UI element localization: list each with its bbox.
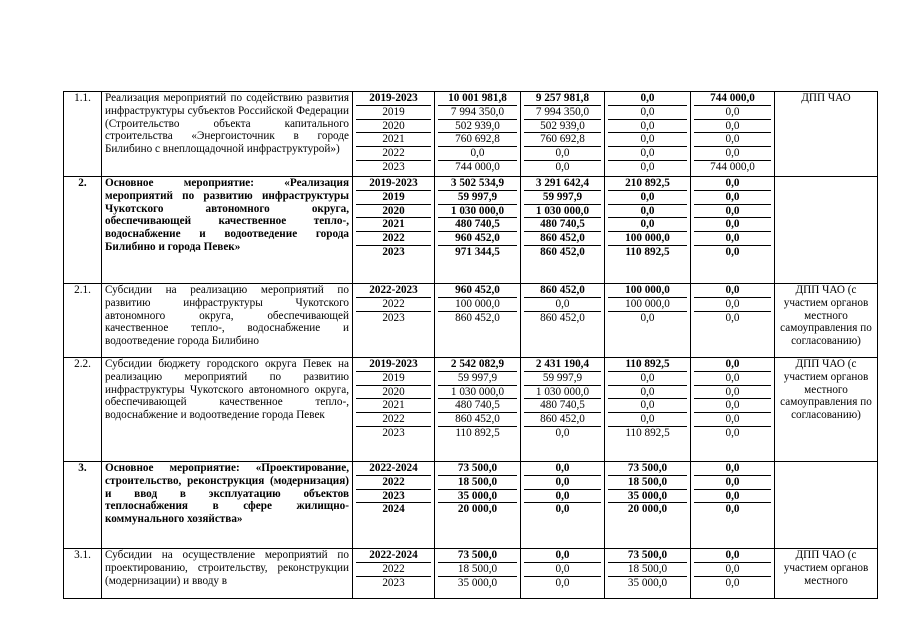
total-cell: 35 000,0: [438, 489, 517, 503]
other-cell: 0,0: [694, 489, 771, 503]
total-cell: 502 939,0: [438, 119, 517, 133]
federal-cell: 860 452,0: [524, 412, 601, 426]
total-cell: 960 452,0: [438, 231, 517, 245]
year-cell: 2021: [356, 217, 431, 231]
federal-cell: 0,0: [524, 146, 601, 160]
other-cell: 0,0: [725, 549, 740, 561]
total-cell: 73 500,0: [457, 462, 498, 474]
total-cell-group: [435, 358, 521, 462]
year-cell: 2023: [356, 576, 431, 590]
table-row: [64, 549, 878, 599]
other-cell-group: [691, 358, 775, 462]
federal-cell: 760 692,8: [524, 132, 601, 146]
regional-cell: 35 000,0: [608, 489, 687, 503]
year-cell-group: [353, 284, 435, 358]
table-body: [64, 92, 878, 599]
other-cell: 0,0: [694, 398, 771, 412]
other-cell: 744 000,0: [710, 92, 755, 104]
other-cell: 0,0: [694, 426, 771, 440]
total-cell: 860 452,0: [438, 311, 517, 325]
federal-cell: 0,0: [524, 297, 601, 311]
other-cell: 0,0: [694, 311, 771, 325]
table-row: [64, 358, 878, 462]
total-cell: 1 030 000,0: [438, 385, 517, 399]
regional-cell: 0,0: [608, 190, 687, 204]
other-cell-group: [691, 284, 775, 358]
total-cell: 860 452,0: [438, 412, 517, 426]
total-cell-group: [435, 92, 521, 177]
other-cell: 0,0: [725, 177, 740, 189]
regional-cell: 100 000,0: [608, 231, 687, 245]
other-cell: 0,0: [694, 576, 771, 590]
year-cell: 2022: [356, 562, 431, 576]
other-cell: 0,0: [694, 231, 771, 245]
regional-cell-group: [605, 284, 691, 358]
year-cell: 2022-2024: [369, 462, 418, 474]
year-cell: 2020: [356, 204, 431, 218]
other-cell: 744 000,0: [694, 160, 771, 174]
table-row: [64, 177, 878, 284]
regional-cell-group: [605, 92, 691, 177]
row-number: 3.1.: [64, 549, 102, 599]
total-cell-group: [435, 284, 521, 358]
total-cell: 971 344,5: [438, 245, 517, 259]
regional-cell: 110 892,5: [608, 426, 687, 440]
federal-cell: 860 452,0: [524, 311, 601, 325]
regional-cell: 110 892,5: [608, 245, 687, 259]
other-cell: 0,0: [694, 371, 771, 385]
year-cell: 2022-2023: [369, 284, 418, 296]
year-cell: 2020: [356, 119, 431, 133]
other-cell: 0,0: [694, 217, 771, 231]
regional-cell: 0,0: [608, 311, 687, 325]
year-cell: 2022: [356, 146, 431, 160]
other-cell: 0,0: [694, 475, 771, 489]
total-cell-group: [435, 549, 521, 599]
total-cell: 0,0: [438, 146, 517, 160]
other-cell: 0,0: [694, 245, 771, 259]
total-cell: 3 502 534,9: [450, 177, 505, 189]
funding-source: ДПП ЧАО: [775, 92, 878, 177]
regional-cell: 0,0: [608, 146, 687, 160]
year-cell: 2020: [356, 385, 431, 399]
regional-cell: 18 500,0: [608, 475, 687, 489]
program-table: [63, 91, 878, 599]
other-cell: 0,0: [694, 562, 771, 576]
total-cell: 960 452,0: [455, 284, 500, 296]
federal-cell: 0,0: [524, 562, 601, 576]
federal-cell: 502 939,0: [524, 119, 601, 133]
activity-name: Субсидии на реализацию мероприятий по развитию инфраструктуры Чукотского автономного округа, обеспечивающей качественное тепло-, водоснабжение и водоотведение города Билибино: [102, 284, 353, 358]
year-cell: 2019-2023: [369, 358, 418, 370]
federal-cell: 2 431 190,4: [535, 358, 590, 370]
federal-cell-group: [521, 358, 605, 462]
federal-cell-group: [521, 549, 605, 599]
year-cell: 2023: [356, 426, 431, 440]
total-cell: 35 000,0: [438, 576, 517, 590]
total-cell: 73 500,0: [457, 549, 498, 561]
other-cell: 0,0: [725, 462, 740, 474]
other-cell: 0,0: [694, 502, 771, 516]
other-cell-group: [691, 92, 775, 177]
total-cell: 18 500,0: [438, 562, 517, 576]
total-cell: 100 000,0: [438, 297, 517, 311]
regional-cell: 0,0: [608, 160, 687, 174]
other-cell-group: [691, 462, 775, 549]
total-cell: 59 997,9: [438, 371, 517, 385]
regional-cell-group: [605, 549, 691, 599]
federal-cell: 1 030 000,0: [524, 385, 601, 399]
other-cell: 0,0: [694, 132, 771, 146]
year-cell: 2022-2024: [369, 549, 418, 561]
regional-cell: 73 500,0: [627, 462, 668, 474]
other-cell: 0,0: [694, 412, 771, 426]
regional-cell-group: [605, 358, 691, 462]
year-cell: 2019-2023: [369, 92, 418, 104]
year-cell: 2022: [356, 412, 431, 426]
total-cell: 480 740,5: [438, 398, 517, 412]
regional-cell: 0,0: [608, 398, 687, 412]
row-number: 3.: [64, 462, 102, 549]
total-cell: 59 997,9: [438, 190, 517, 204]
year-cell: 2023: [356, 245, 431, 259]
activity-name: Субсидии на осуществление мероприятий по проектированию, строительству, реконструкции (модернизации) и вводу в: [102, 549, 353, 599]
total-cell: 760 692,8: [438, 132, 517, 146]
federal-cell: 59 997,9: [524, 190, 601, 204]
year-cell-group: [353, 462, 435, 549]
regional-cell: 100 000,0: [608, 297, 687, 311]
year-cell: 2023: [356, 489, 431, 503]
regional-cell: 0,0: [608, 385, 687, 399]
regional-cell: 0,0: [608, 412, 687, 426]
federal-cell: 3 291 642,4: [535, 177, 590, 189]
total-cell: 744 000,0: [438, 160, 517, 174]
federal-cell: 860 452,0: [524, 245, 601, 259]
federal-cell: 0,0: [555, 462, 570, 474]
year-cell: 2023: [356, 160, 431, 174]
regional-cell: 0,0: [608, 132, 687, 146]
year-cell: 2022: [356, 231, 431, 245]
federal-cell-group: [521, 462, 605, 549]
total-cell-group: [435, 462, 521, 549]
year-cell: 2022: [356, 297, 431, 311]
federal-cell: 0,0: [524, 502, 601, 516]
year-cell: 2019: [356, 105, 431, 119]
year-cell-group: [353, 358, 435, 462]
activity-name: Основное мероприятие: «Реализация мероприятий по развитию инфраструктуры Чукотского автономного округа, обеспечивающей качественное тепло-, водоснабжение и водоотведение города Билибино и города Певек»: [102, 177, 353, 284]
federal-cell: 0,0: [524, 160, 601, 174]
year-cell: 2022: [356, 475, 431, 489]
total-cell: 20 000,0: [438, 502, 517, 516]
other-cell: 0,0: [694, 146, 771, 160]
year-cell: 2021: [356, 398, 431, 412]
federal-cell: 0,0: [524, 576, 601, 590]
federal-cell: 9 257 981,8: [535, 92, 590, 104]
activity-name: Основное мероприятие: «Проектирование, строительство, реконструкция (модернизация) и ввод в эксплуатацию объектов теплоснабжения в сфере жилищно-коммунального хозяйства»: [102, 462, 353, 549]
total-cell: 480 740,5: [438, 217, 517, 231]
federal-cell: 860 452,0: [540, 284, 585, 296]
year-cell: 2019: [356, 190, 431, 204]
funding-source: ДПП ЧАО (с участием органов местного: [775, 549, 878, 599]
total-cell-group: [435, 177, 521, 284]
row-number: 2.2.: [64, 358, 102, 462]
total-cell: 10 001 981,8: [448, 92, 507, 104]
federal-cell: 480 740,5: [524, 398, 601, 412]
federal-cell-group: [521, 284, 605, 358]
regional-cell: 0,0: [608, 204, 687, 218]
other-cell: 0,0: [694, 119, 771, 133]
other-cell-group: [691, 549, 775, 599]
total-cell: 7 994 350,0: [438, 105, 517, 119]
funding-source: ДПП ЧАО (с участием органов местного самоуправления по согласованию): [775, 284, 878, 358]
regional-cell: 100 000,0: [625, 284, 670, 296]
regional-cell: 0,0: [608, 371, 687, 385]
year-cell: 2021: [356, 132, 431, 146]
federal-cell: 0,0: [524, 426, 601, 440]
table-row: [64, 92, 878, 177]
federal-cell: 1 030 000,0: [524, 204, 601, 218]
regional-cell: 20 000,0: [608, 502, 687, 516]
regional-cell: 0,0: [640, 92, 655, 104]
regional-cell-group: [605, 462, 691, 549]
year-cell-group: [353, 92, 435, 177]
regional-cell: 35 000,0: [608, 576, 687, 590]
federal-cell: 480 740,5: [524, 217, 601, 231]
total-cell: 18 500,0: [438, 475, 517, 489]
year-cell: 2019-2023: [369, 177, 418, 189]
activity-name: Реализация мероприятий по содействию развития инфраструктуры субъектов Российской Федерации (Строительство объекта капитального строительства «Энергоисточник в городе Билибино с внеплощадочной инфраструктурой»): [102, 92, 353, 177]
activity-name: Субсидии бюджету городского округа Певек на реализацию мероприятий по развитию инфраструктуры Чукотского автономного округа, обеспечивающей качественное тепло-, водоснабжение и водоотведение города Певек: [102, 358, 353, 462]
table-row: [64, 462, 878, 549]
row-number: 2.1.: [64, 284, 102, 358]
year-cell-group: [353, 549, 435, 599]
other-cell: 0,0: [725, 358, 740, 370]
federal-cell: 59 997,9: [524, 371, 601, 385]
regional-cell: 73 500,0: [627, 549, 668, 561]
other-cell: 0,0: [725, 284, 740, 296]
other-cell: 0,0: [694, 204, 771, 218]
federal-cell: 0,0: [555, 549, 570, 561]
regional-cell-group: [605, 177, 691, 284]
regional-cell: 18 500,0: [608, 562, 687, 576]
federal-cell-group: [521, 177, 605, 284]
federal-cell: 7 994 350,0: [524, 105, 601, 119]
federal-cell-group: [521, 92, 605, 177]
funding-source: [775, 462, 878, 549]
other-cell: 0,0: [694, 385, 771, 399]
federal-cell: 0,0: [524, 475, 601, 489]
year-cell: 2024: [356, 502, 431, 516]
row-number: 2.: [64, 177, 102, 284]
table-row: [64, 284, 878, 358]
funding-source: [775, 177, 878, 284]
year-cell: 2019: [356, 371, 431, 385]
total-cell: 110 892,5: [438, 426, 517, 440]
other-cell-group: [691, 177, 775, 284]
regional-cell: 210 892,5: [625, 177, 670, 189]
regional-cell: 0,0: [608, 105, 687, 119]
regional-cell: 110 892,5: [625, 358, 670, 370]
year-cell: 2023: [356, 311, 431, 325]
regional-cell: 0,0: [608, 217, 687, 231]
other-cell: 0,0: [694, 297, 771, 311]
total-cell: 1 030 000,0: [438, 204, 517, 218]
row-number: 1.1.: [64, 92, 102, 177]
other-cell: 0,0: [694, 105, 771, 119]
funding-source: ДПП ЧАО (с участием органов местного самоуправления по согласованию): [775, 358, 878, 462]
other-cell: 0,0: [694, 190, 771, 204]
regional-cell: 0,0: [608, 119, 687, 133]
total-cell: 2 542 082,9: [450, 358, 505, 370]
federal-cell: 860 452,0: [524, 231, 601, 245]
year-cell-group: [353, 177, 435, 284]
federal-cell: 0,0: [524, 489, 601, 503]
